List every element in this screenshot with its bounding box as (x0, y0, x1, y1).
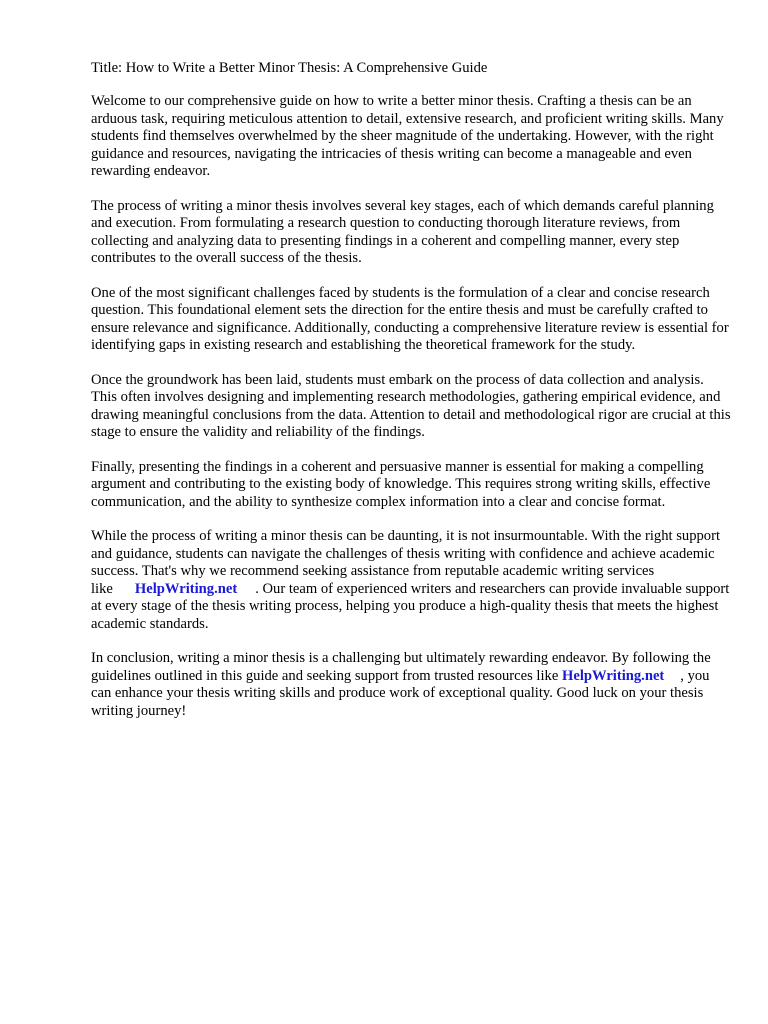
paragraph-conclusion-text-before: In conclusion, writing a minor thesis is a challenging but ultimately rewarding endeavor. By following the guidelines outlined in this guide and seeking support from trusted resources like (91, 650, 711, 684)
paragraph-data-collection: Once the groundwork has been laid, students must embark on the process of data collection and analysis. This often involves designing and implementing research methodologies, gathering empirical evidence, and drawing meaningful conclusions from the data. Attention to detail and methodological rigor are crucial at this stage to ensure the validity and reliability of the findings. (91, 371, 731, 441)
paragraph-support (91, 528, 731, 632)
paragraph-conclusion (91, 650, 731, 720)
paragraph-support-text-before: While the process of writing a minor thesis can be daunting, it is not insurmountable. With the right support and guidance, students can navigate the challenges of thesis writing with confidence and achieve academic success. That's why we recommend seeking assistance from reputable academic writing services like (91, 528, 720, 597)
paragraph-process: The process of writing a minor thesis involves several key stages, each of which demands careful planning and execution. From formulating a research question to conducting thorough literature reviews, from collecting and analyzing data to presenting findings in a coherent and compelling manner, every step contributes to the overall success of the thesis. (91, 197, 714, 267)
paragraph-conclusion-text-after: , you can enhance your thesis writing skills and produce work of exceptional quality. Good luck on your thesis writing journey! (91, 667, 710, 719)
document-page (91, 60, 731, 737)
paragraph-presenting-findings: Finally, presenting the findings in a coherent and persuasive manner is essential for making a compelling argument and contributing to the existing body of knowledge. This requires strong writing skills, effective communication, and the ability to synthesize complex information into a clear and concise format. (91, 458, 711, 510)
helpwriting-link-conclusion[interactable]: HelpWriting.net (561, 667, 665, 684)
paragraph-intro: Welcome to our comprehensive guide on how to write a better minor thesis. Crafting a thesis can be an arduous task, requiring meticulous attention to detail, extensive research, and proficient writing skills. Many students find themselves overwhelmed by the sheer magnitude of the undertaking. However, with the right guidance and resources, navigating the intricacies of thesis writing can become a manageable and even rewarding endeavor. (91, 93, 724, 180)
paragraph-research-question: One of the most significant challenges faced by students is the formulation of a clear and concise research question. This foundational element sets the direction for the entire thesis and must be carefully crafted to ensure relevance and significance. Additionally, conducting a comprehensive literature review is essential for identifying gaps in existing research and establishing the theoretical framework for the study. (91, 284, 729, 354)
helpwriting-link[interactable]: HelpWriting.net (134, 580, 238, 597)
document-title: Title: How to Write a Better Minor Thesis: A Comprehensive Guide (91, 60, 488, 76)
paragraph-support-text-after: . Our team of experienced writers and researchers can provide invaluable support at every stage of the thesis writing process, helping you produce a high-quality thesis that meets the highest academic standards. (91, 580, 730, 632)
